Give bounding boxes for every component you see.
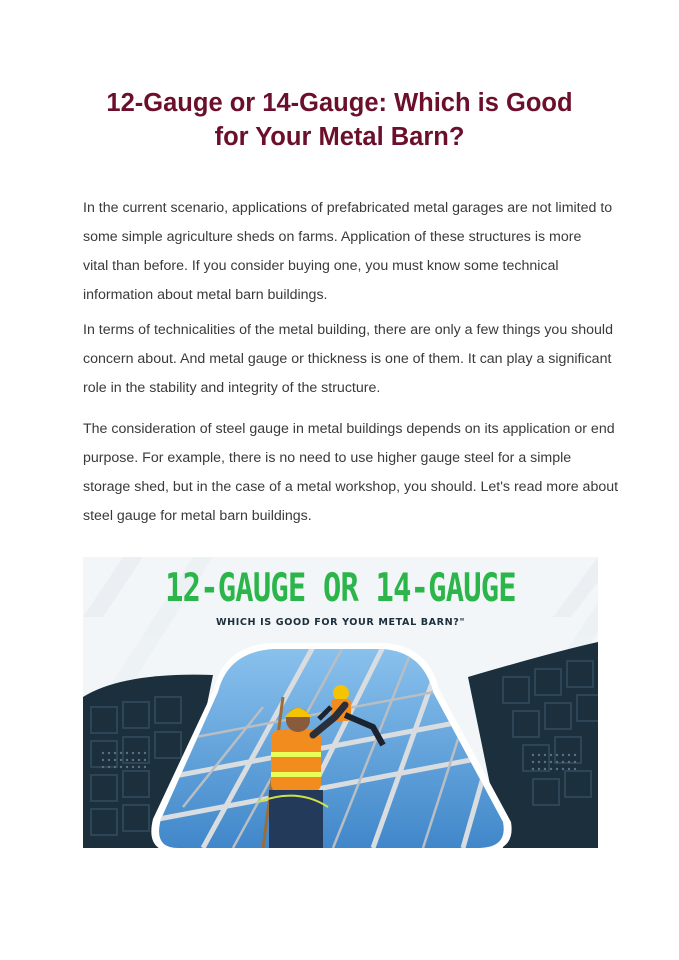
paragraph-intro	[83, 194, 613, 310]
paragraph-line: vital than before. If you consider buying one, you must know some technical	[83, 258, 559, 274]
paragraph-technicalities	[83, 316, 613, 403]
paragraph-line: steel gauge for metal barn buildings.	[83, 508, 312, 524]
paragraph-line: storage shed, but in the case of a metal workshop, you should. Let's read more about	[83, 479, 619, 495]
banner-subheadline: WHICH IS GOOD FOR YOUR METAL BARN?"	[215, 617, 466, 628]
article-banner-image	[83, 557, 598, 848]
paragraph-line: some simple agriculture sheds on farms. Application of these structures is more	[83, 229, 582, 245]
paragraph-line: In terms of technicalities of the metal building, there are only a few things you should	[83, 322, 613, 338]
paragraph-consideration	[83, 415, 619, 531]
paragraph-line: information about metal barn buildings.	[83, 287, 328, 303]
paragraph-line: In the current scenario, applications of prefabricated metal garages are not limited to	[83, 200, 613, 216]
paragraph-line: role in the stability and integrity of the structure.	[83, 380, 381, 396]
paragraph-line: purpose. For example, there is no need to use higher gauge steel for a simple	[83, 450, 572, 466]
page-title	[60, 86, 619, 154]
title-line-2: for Your Metal Barn?	[214, 123, 465, 151]
paragraph-line: concern about. And metal gauge or thickness is one of them. It can play a significant	[83, 351, 612, 367]
paragraph-line: The consideration of steel gauge in metal buildings depends on its application or end	[83, 421, 615, 437]
title-line-1: 12-Gauge or 14-Gauge: Which is Good	[106, 89, 573, 117]
banner-headline: 12-GAUGE OR 14-GAUGE	[165, 566, 516, 611]
